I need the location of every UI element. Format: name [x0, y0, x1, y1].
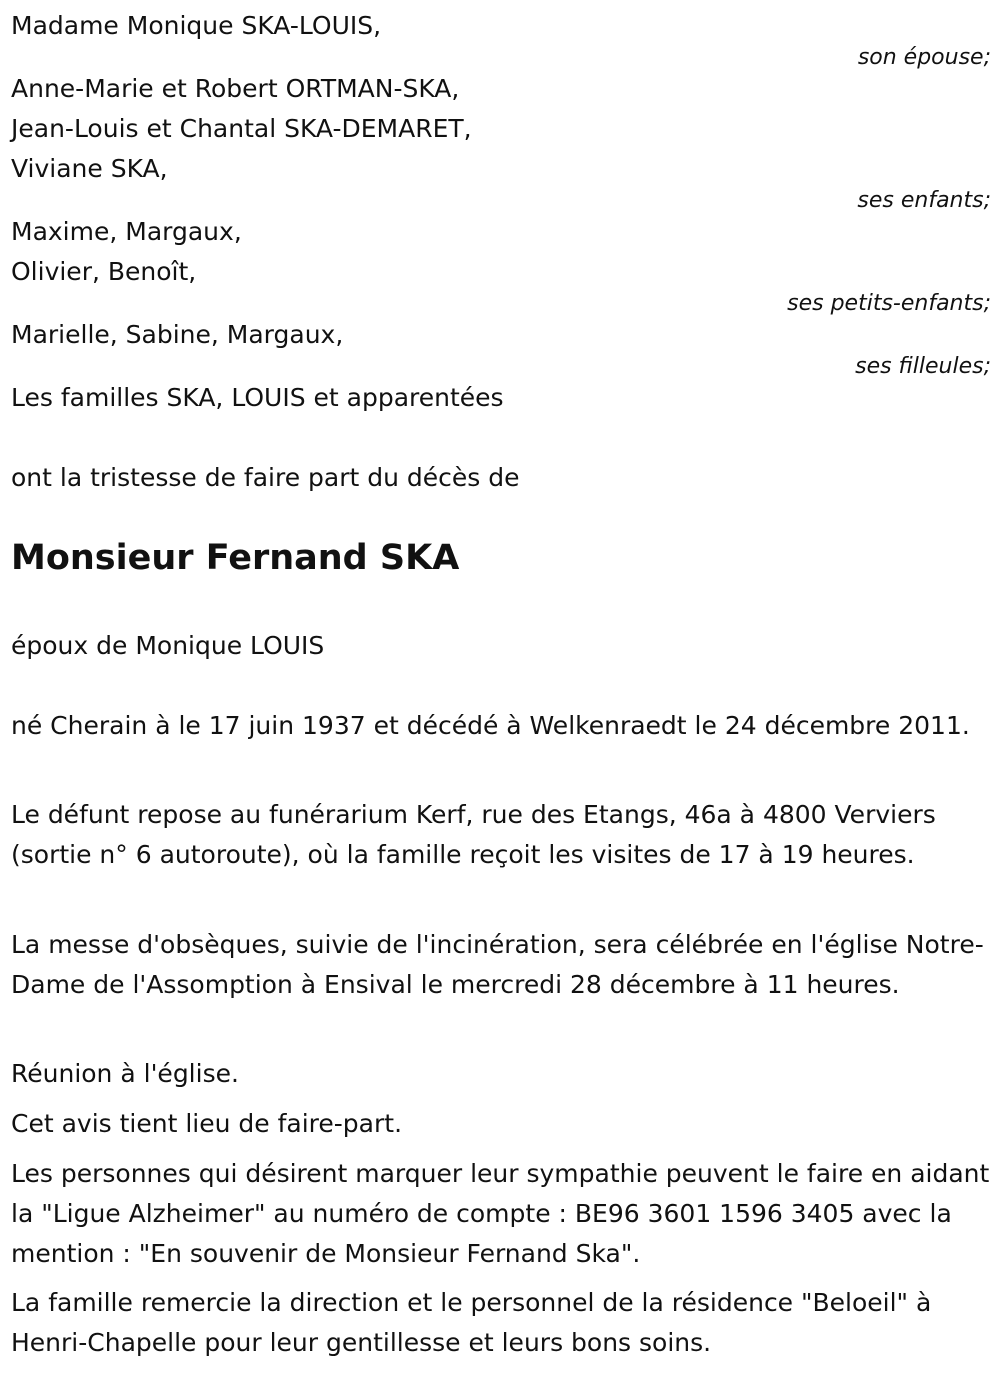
family-role: ses filleules;: [855, 354, 991, 379]
family-line: Marielle, Sabine, Margaux,: [11, 320, 344, 349]
family-role: ses enfants;: [857, 188, 991, 213]
notice-paragraph: Cet avis tient lieu de faire-part.: [11, 1109, 403, 1138]
family-line: Madame Monique SKA-LOUIS,: [11, 11, 382, 40]
family-group-spouse: [11, 6, 991, 70]
meeting-paragraph: Réunion à l'église.: [11, 1059, 239, 1088]
family-line: Les familles SKA, LOUIS et apparentées: [11, 383, 504, 412]
thanks-paragraph: La famille remercie la direction et le personnel de la résidence "Beloeil" à Henri-Chapelle pour leur gentillesse et leurs bons soins.: [11, 1288, 932, 1357]
funerarium-paragraph: Le défunt repose au funérarium Kerf, rue des Etangs, 46a à 4800 Verviers (sortie n° 6 autoroute), où la famille reçoit les visites de 17 à 19 heures.: [11, 800, 936, 869]
family-role: son épouse;: [857, 45, 991, 70]
family-line: Maxime, Margaux,: [11, 217, 242, 246]
family-group-goddaughters: [11, 315, 991, 379]
funeral-mass-paragraph: La messe d'obsèques, suivie de l'incinération, sera célébrée en l'église Notre-Dame de l'Assomption à Ensival le mercredi 28 décembre à 11 heures.: [11, 930, 984, 999]
family-group-relatives: [11, 378, 991, 418]
birth-death-paragraph: né Cherain à le 17 juin 1937 et décédé à Welkenraedt le 24 décembre 2011.: [11, 711, 970, 740]
family-group-children: [11, 69, 991, 213]
family-line: Viviane SKA,: [11, 154, 168, 183]
announcement-text: ont la tristesse de faire part du décès de: [11, 463, 520, 492]
family-line: Olivier, Benoît,: [11, 257, 197, 286]
family-group-grandchildren: [11, 212, 991, 316]
family-line: Jean-Louis et Chantal SKA-DEMARET,: [11, 114, 472, 143]
spouse-line: époux de Monique LOUIS: [11, 631, 325, 660]
family-role: ses petits-enfants;: [787, 291, 991, 316]
donation-paragraph: Les personnes qui désirent marquer leur sympathie peuvent le faire en aidant la "Ligue Alzheimer" au numéro de compte : BE96 3601 1596 3405 avec la mention : "En souvenir de Monsieur Fernand Ska".: [11, 1159, 990, 1268]
deceased-name: Monsieur Fernand SKA: [11, 538, 460, 578]
family-line: Anne-Marie et Robert ORTMAN-SKA,: [11, 74, 460, 103]
